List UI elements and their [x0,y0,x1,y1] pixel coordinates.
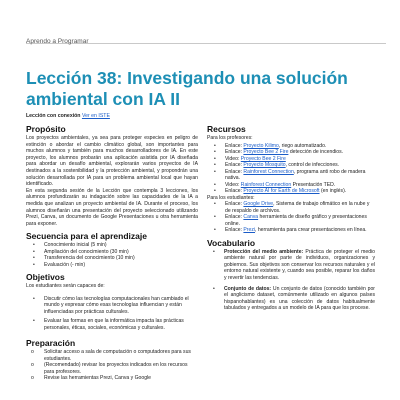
list-item: o Revise las herramientas Prezi, Canva y Google [31,375,152,382]
list-item: • Discutir cómo las tecnologías computacionales han cambiado el mundo y expresar cómo esas tecnologías influencian y están influenciadas por prácticas culturales. [26,296,198,316]
vocab-term: Conjunto de datos: [224,285,272,292]
resource-link[interactable]: Prezi [243,227,256,234]
connection-label: Lección con conexión [26,113,81,119]
resource-link[interactable]: Proyecto AI for Earth de Microsoft [243,188,320,195]
list-item: o (Recomendado) revisar los proyectos indicados en los recursos para profesores. [31,362,188,375]
proposito-heading: Propósito [26,124,66,134]
proposito-paragraph-1: Los proyectos ambientales, ya sea para proteger especies en peligro de extinción o abordar el cambio climático global, son importantes para muchos alumnos y también para muchos desarrolladores de IA. En este proyecto, los alumnos probarán una aplicación asistida por IA diseñada para abordar un desafío ambiental, explorarán varios proyectos de IA destinados a la sostenibilidad y la protección ambiental, y propondrán una solución desarrollada por IA para un problema ambiental local que hayan identificado. [26,135,198,188]
resource-link[interactable]: Proyecto Mosquito [243,162,286,169]
recursos-list [207,143,375,234]
resource-item: • Enlace: Prezi, herramienta para crear presentaciones en línea. [207,227,375,234]
resource-item: • Enlace: Proyecto Mosquito, control de infecciones. [207,162,375,169]
resource-item: • Enlace: Proyecto Bee 2 Fire detección de incendios. [207,149,375,156]
resource-link[interactable]: Proyecto Kilimo [243,142,279,149]
vocabulario-heading: Vocabulario [207,237,256,248]
page-header [26,30,386,44]
vocabulario-list [207,249,375,312]
secuencia-list [26,242,198,268]
objetivos-intro: Los estudiantes serán capaces de: [26,283,105,290]
secuencia-heading: Secuencia para el aprendizaje [26,231,147,242]
recursos-heading: Recursos [207,124,246,134]
vocab-term: Protección del medio ambiente: [224,248,304,255]
right-column [207,124,375,316]
resource-item: • Video: Rainforest Connection Presentación TED. [207,182,375,189]
resource-item: • Video: Proyecto Bee 2 Fire [207,156,375,163]
resource-item: • Enlace: Proyecto AI for Earth de Microsoft (en inglés). [207,188,375,195]
iste-link[interactable]: Ver en ISTE [81,113,110,119]
header-label: Aprendo a Programar [26,38,89,45]
resource-item: Para los estudiantes: [207,194,255,201]
proposito-paragraph-2: En esta segunda sesión de la Lección que contempla 3 lecciones, los alumnos profundizarán su indagación sobre las capacidades de la IA a medida que analizan un proyecto ambiental de IA. Durante el proceso, los alumnos diseñarán una presentación del proyecto seleccionado utilizando Prezi, Canva, un documento de Google Presentaciones u otra herramienta para exponer. [26,187,198,227]
left-column [26,124,198,381]
list-item: • Evaluación (- min) [26,262,198,269]
resource-item: • Enlace: Proyecto Kilimo, riego automatizado. [207,143,375,150]
resource-link[interactable]: Rainforest Connection [243,168,294,175]
resource-link[interactable]: Canva [243,214,259,221]
vocab-item: • Protección del medio ambiente: Práctica de proteger el medio ambiente natural por parte de individuos, organizaciones y gobiernos. Sus objetivos son conservar los recursos naturales y el entorno natural existente y, cuando sea posible, reparar los daños y revertir las tendencias. [207,249,375,282]
list-item: o Solicitar acceso a sala de computación o computadores para sus estudiantes. [31,349,191,362]
preparacion-list [26,349,198,381]
resource-item: • Enlace: Canva herramienta de diseño gráfico y presentaciones online. [207,214,375,227]
list-item: • Evaluar las formas en que la informática impacta las prácticas personales, éticas, sociales, económicas y culturales. [26,318,198,331]
resource-link[interactable]: Proyecto Bee 2 Fire [243,149,289,156]
objetivos-heading: Objetivos [26,272,65,283]
preparacion-heading: Preparación [26,338,76,349]
vocab-item: • Conjunto de datos: Un conjunto de datos (conocido también por el anglicismo dataset, comúnmente utilizado en algunos países hispanohablantes) es una colección de datos habitualmente tabulados y entregados a un modelo de IA para que los procese. [207,286,375,312]
resource-item: • Enlace: Rainforest Connection, programa anti robo de madera nativa. [207,169,375,182]
resource-link[interactable]: Proyecto Bee 2 Fire [240,155,286,162]
resource-link[interactable]: Rainforest Connection [240,181,292,188]
connection-line [26,113,110,119]
objetivos-list [26,296,198,332]
resource-link[interactable]: Google Drive [243,201,274,208]
list-item: • Ampliación del conocimiento (30 min) [26,249,198,256]
list-item: • Transferencia del conocimiento (10 min) [26,255,198,262]
list-item: • Conocimiento inicial (5 min) [26,242,198,249]
recursos-intro: Para los profesores: [207,135,253,141]
resource-item: • Enlace: Google Drive, Sistema de trabajo ofimático en la nube y de respaldo de archivos. [207,201,375,214]
lesson-title: Lección 38: Investigando una solución ambiental con IA II [26,68,348,109]
